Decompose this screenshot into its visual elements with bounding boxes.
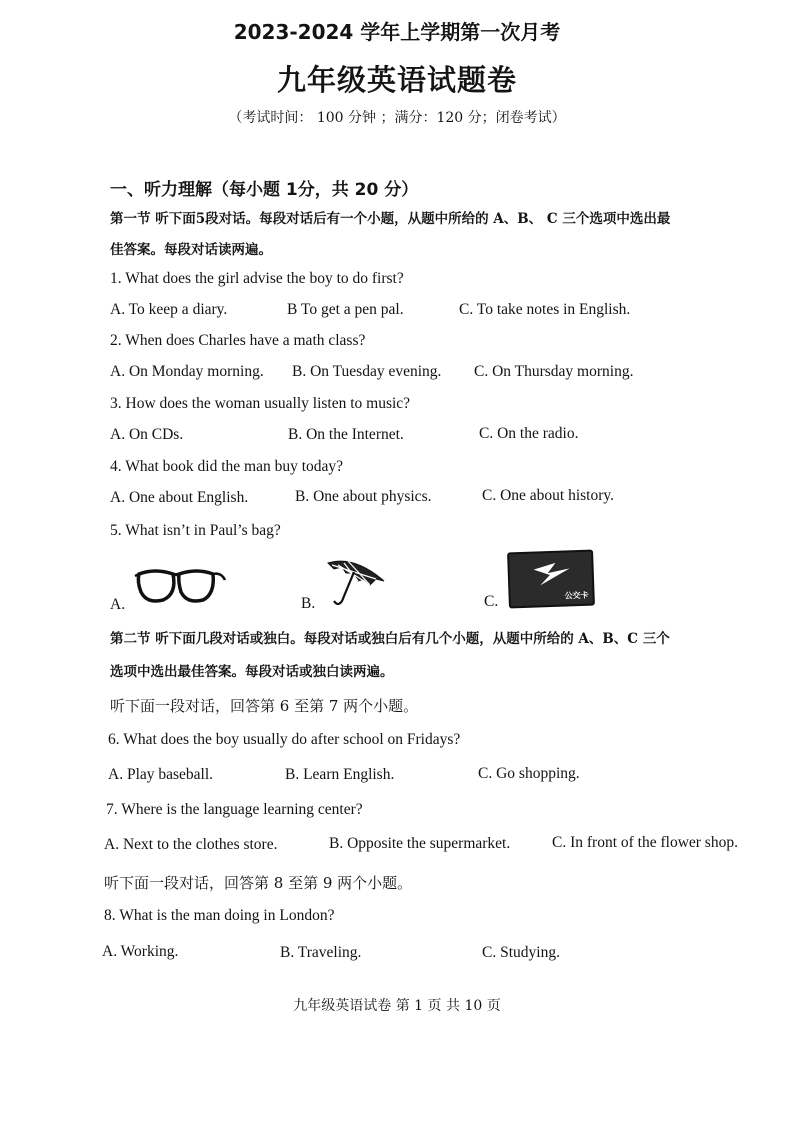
question-8-option-c: C. Studying. — [482, 944, 560, 961]
question-2-option-a: A. On Monday morning. — [110, 363, 264, 380]
intro-questions-8-9: 听下面一段对话，回答第 8 至第 9 两个小题。 — [104, 874, 413, 892]
part1-heading: 一、听力理解（每小题 1分，共 20 分） — [110, 180, 419, 200]
question-4-option-a: A. One about English. — [110, 489, 249, 506]
exam-title: 九年级英语试题卷 — [276, 63, 517, 97]
question-7-option-a: A. Next to the clothes store. — [104, 836, 278, 853]
section2-instruction-line1: 第二节 听下面几段对话或独白。每段对话或独白后有几个小题，从题中所给的 A、B、C 三个 — [110, 631, 670, 647]
question-3-stem: 3. How does the woman usually listen to music? — [110, 395, 411, 412]
question-4-stem: 4. What book did the man buy today? — [110, 458, 344, 475]
question-2-stem: 2. When does Charles have a math class? — [110, 332, 366, 349]
intro-questions-6-7: 听下面一段对话，回答第 6 至第 7 两个小题。 — [110, 697, 419, 715]
question-1-option-b: B To get a pen pal. — [287, 301, 404, 318]
bus-card-label: 公交卡 — [564, 590, 589, 601]
question-8-option-b: B. Traveling. — [280, 944, 362, 961]
question-8-option-a: A. Working. — [102, 943, 179, 960]
bus-card-icon — [507, 550, 595, 609]
question-5-stem: 5. What isn’t in Paul’s bag? — [110, 522, 281, 539]
question-3-option-b: B. On the Internet. — [288, 426, 404, 443]
question-3-option-c: C. On the radio. — [479, 425, 579, 442]
lightning-icon — [529, 558, 574, 588]
page-footer: 九年级英语试卷 第 1 页 共 10 页 — [293, 998, 501, 1014]
question-3-option-a: A. On CDs. — [110, 426, 184, 443]
umbrella-icon — [324, 555, 388, 609]
question-6-option-a: A. Play baseball. — [108, 766, 214, 783]
section1-instruction-line1: 第一节 听下面5段对话。每段对话后有一个小题，从题中所给的 A、B、 C 三个选项中选出最 — [110, 211, 671, 227]
exam-term: 2023-2024 学年上学期第一次月考 — [233, 20, 561, 44]
question-1-option-a: A. To keep a diary. — [110, 301, 228, 318]
question-7-option-b: B. Opposite the supermarket. — [329, 835, 511, 852]
question-5-option-c: C. — [484, 593, 499, 610]
question-2-option-c: C. On Thursday morning. — [474, 363, 634, 380]
question-7-stem: 7. Where is the language learning center? — [106, 801, 363, 818]
question-6-stem: 6. What does the boy usually do after school on Fridays? — [108, 731, 461, 748]
question-8-stem: 8. What is the man doing in London? — [104, 907, 335, 924]
section1-instruction-line2: 佳答案。每段对话读两遍。 — [110, 242, 272, 258]
question-7-option-c: C. In front of the flower shop. — [552, 834, 738, 851]
question-5-option-a: A. — [110, 596, 126, 613]
question-4-option-b: B. One about physics. — [295, 488, 432, 505]
question-6-option-b: B. Learn English. — [285, 766, 395, 783]
question-5-option-b: B. — [301, 595, 316, 612]
section2-instruction-line2: 选项中选出最佳答案。每段对话或独白读两遍。 — [110, 664, 394, 680]
question-6-option-c: C. Go shopping. — [478, 765, 580, 782]
exam-info: （考试时间： 100 分钟 ；满分：120 分；闭卷考试） — [228, 110, 566, 126]
question-1-stem: 1. What does the girl advise the boy to do first? — [110, 270, 404, 287]
question-2-option-b: B. On Tuesday evening. — [292, 363, 442, 380]
question-1-option-c: C. To take notes in English. — [459, 301, 631, 318]
glasses-icon — [133, 566, 229, 610]
question-4-option-c: C. One about history. — [482, 487, 615, 504]
